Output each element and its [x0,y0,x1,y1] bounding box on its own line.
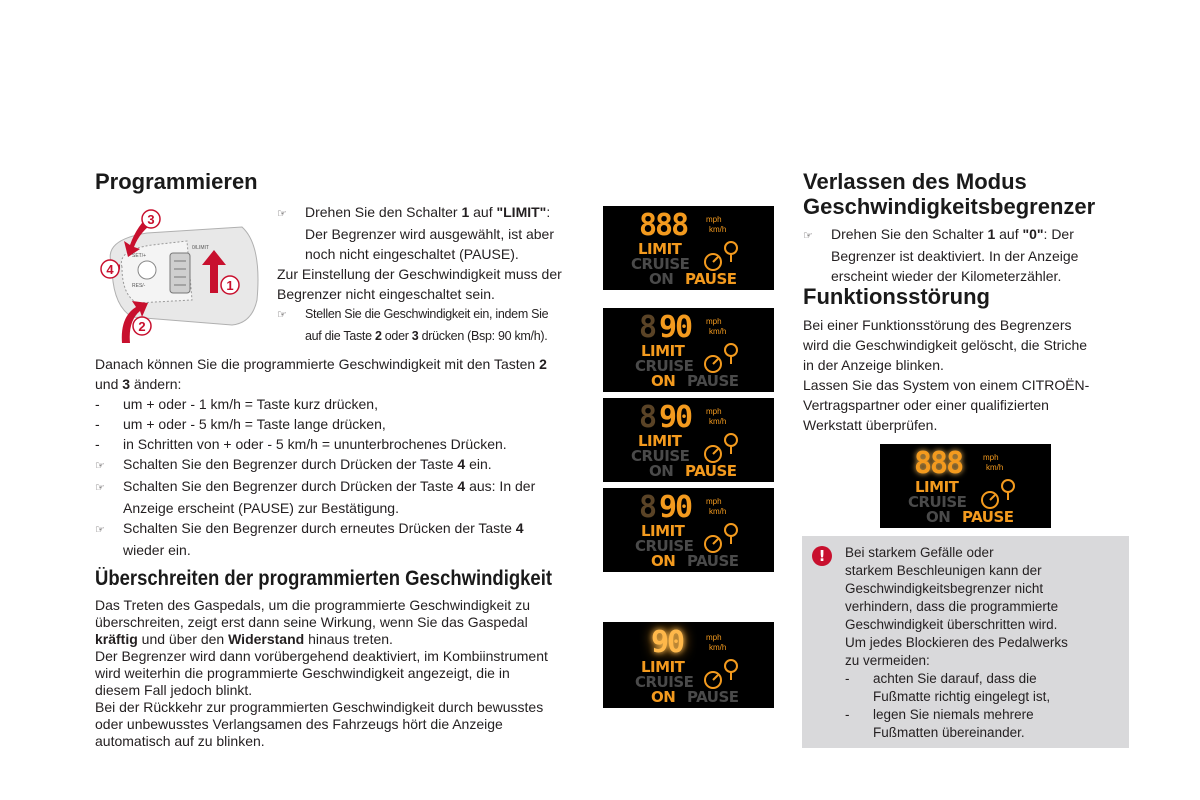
paragraph: automatisch auf zu blinken. [95,733,265,749]
list-item: ☞ Schalten Sie den Begrenzer durch Drücken der Taste 4 aus: In der [95,476,600,498]
paragraph: Der Begrenzer wird dann vorübergehend deaktiviert, im Kombiinstrument [95,648,548,664]
warning-text: starkem Beschleunigen kann der [845,563,1042,578]
paragraph: oder unbewusstes Verlangsamen des Fahrzeugs hört die Anzeige [95,716,503,732]
warning-list-item-cont: Fußmatte richtig eingelegt ist, [873,689,1051,704]
list-item: - in Schritten von + oder - 5 km/h = ununterbrochenes Drücken. [95,436,507,452]
exit-instruction-cont: Begrenzer ist deaktiviert. In der Anzeige [831,248,1079,264]
display-fault: 888 mph km/h LIMIT CRUISE ON PAUSE [880,444,1051,528]
display-limit-on-again: 8 90 mph km/h LIMIT CRUISE ON PAUSE [603,488,774,572]
warning-text: Um jedes Blockieren des Pedalwerks [845,635,1068,650]
speedometer-limit-icon [701,432,743,464]
paragraph: Bei der Rückkehr zur programmierten Geschwindigkeit durch bewusstes [95,699,544,715]
switch-mark-set: SET/+ [132,253,147,259]
paragraph: kräftig und über den Widerstand hinaus treten. [95,631,393,647]
speedometer-limit-icon [978,478,1020,510]
instruction-text: Der Begrenzer wird ausgewählt, ist aber [305,226,555,242]
section-heading-exit: Verlassen des Modus Geschwindigkeitsbegrenzer [803,169,1096,219]
paragraph: wird weiterhin die programmierte Geschwindigkeit angezeigt, die in [95,665,510,681]
paragraph: Das Treten des Gaspedals, um die programmierte Geschwindigkeit zu [95,597,530,613]
warning-box [802,536,1129,748]
speedometer-limit-icon [701,342,743,374]
change-intro: Danach können Sie die programmierte Geschwindigkeit mit den Tasten 2 [95,356,547,372]
svg-text:3: 3 [147,212,155,227]
warning-list-item-cont: Fußmatten übereinander. [873,725,1025,740]
warning-list-item: - legen Sie niemals mehrere [845,707,1034,722]
hand-bullet-icon: ☞ [277,208,287,220]
hand-bullet-icon: ☞ [95,482,105,494]
instruction-text: noch nicht eingeschaltet (PAUSE). [305,246,519,262]
warning-text: Geschwindigkeitsbegrenzer nicht [845,581,1044,596]
svg-text:4: 4 [106,262,114,277]
fault-text: Bei einer Funktionsstörung des Begrenzers [803,317,1072,333]
svg-text:1: 1 [226,278,234,293]
callout-4 [101,260,119,278]
warning-text: Geschwindigkeit überschritten wird. [845,617,1058,632]
instruction-set-speed-cont: auf die Taste 2 oder 3 drücken (Bsp: 90 km/h). [305,329,548,343]
callout-3 [142,210,160,228]
switch-mark-res: RES/- [132,283,146,289]
display-limit-on: 8 90 mph km/h LIMIT CRUISE ON PAUSE [603,308,774,392]
switch-mark-dial: 0/LIMIT [192,245,209,251]
list-item-cont: Anzeige erscheint (PAUSE) zur Bestätigung. [123,500,399,516]
display-limit-pause: 888 mph km/h LIMIT CRUISE ON PAUSE [603,206,774,290]
warning-list-item: - achten Sie darauf, dass die [845,671,1037,686]
exit-instruction: ☞ Drehen Sie den Schalter 1 auf "0": Der [803,224,1123,246]
callout-1 [221,276,239,294]
warning-text: zu vermeiden: [845,653,930,668]
list-item: - um + oder - 5 km/h = Taste lange drücken, [95,416,386,432]
svg-text:2: 2 [138,319,146,334]
list-item: ☞ Schalten Sie den Begrenzer durch Drücken der Taste 4 ein. [95,454,600,476]
speedometer-limit-icon [701,658,743,690]
warning-text: verhindern, dass die programmierte [845,599,1059,614]
instruction-select-limit: ☞ Drehen Sie den Schalter 1 auf "LIMIT": [277,202,597,224]
speedometer-limit-icon [701,522,743,554]
section-heading-exceeding: Überschreiten der programmierten Geschwindigkeit [95,567,552,590]
fault-text: Werkstatt überprüfen. [803,417,938,433]
section-heading-fault: Funktionsstörung [803,284,990,309]
fault-text: in der Anzeige blinken. [803,357,944,373]
exit-instruction-cont: erscheint wieder der Kilometerzähler. [831,268,1062,284]
list-item-cont: wieder ein. [123,542,191,558]
fault-text: Lassen Sie das System von einem CITROËN- [803,377,1090,393]
warning-text: Bei starkem Gefälle oder [845,545,994,560]
display-speed-blinking: 90 mph km/h LIMIT CRUISE ON PAUSE [603,622,774,708]
hand-bullet-icon: ☞ [277,309,287,321]
section-heading-programming: Programmieren [95,169,258,194]
change-intro-cont: und 3 ändern: [95,376,182,392]
setting-note: Begrenzer nicht eingeschaltet sein. [277,286,495,302]
cruise-stalk-illustration [92,205,272,347]
instruction-set-speed: ☞ Stellen Sie die Geschwindigkeit ein, indem Sie [277,304,597,326]
warning-icon: ! [812,546,832,566]
paragraph: diesem Fall jedoch blinkt. [95,682,253,698]
fault-text: Vertragspartner oder einer qualifizierten [803,397,1049,413]
list-item: ☞ Schalten Sie den Begrenzer durch erneutes Drücken der Taste 4 [95,518,600,540]
callout-2 [133,317,151,335]
hand-bullet-icon: ☞ [803,230,813,242]
fault-text: wird die Geschwindigkeit gelöscht, die Striche [803,337,1088,353]
display-speed-pause: 8 90 mph km/h LIMIT CRUISE ON PAUSE [603,398,774,482]
hand-bullet-icon: ☞ [95,460,105,472]
paragraph: überschreiten, zeigt erst dann seine Wirkung, wenn Sie das Gaspedal [95,614,528,630]
speedometer-limit-icon [701,240,743,272]
hand-bullet-icon: ☞ [95,524,105,536]
list-item: - um + oder - 1 km/h = Taste kurz drücken, [95,396,378,412]
setting-note: Zur Einstellung der Geschwindigkeit muss der [277,266,562,282]
